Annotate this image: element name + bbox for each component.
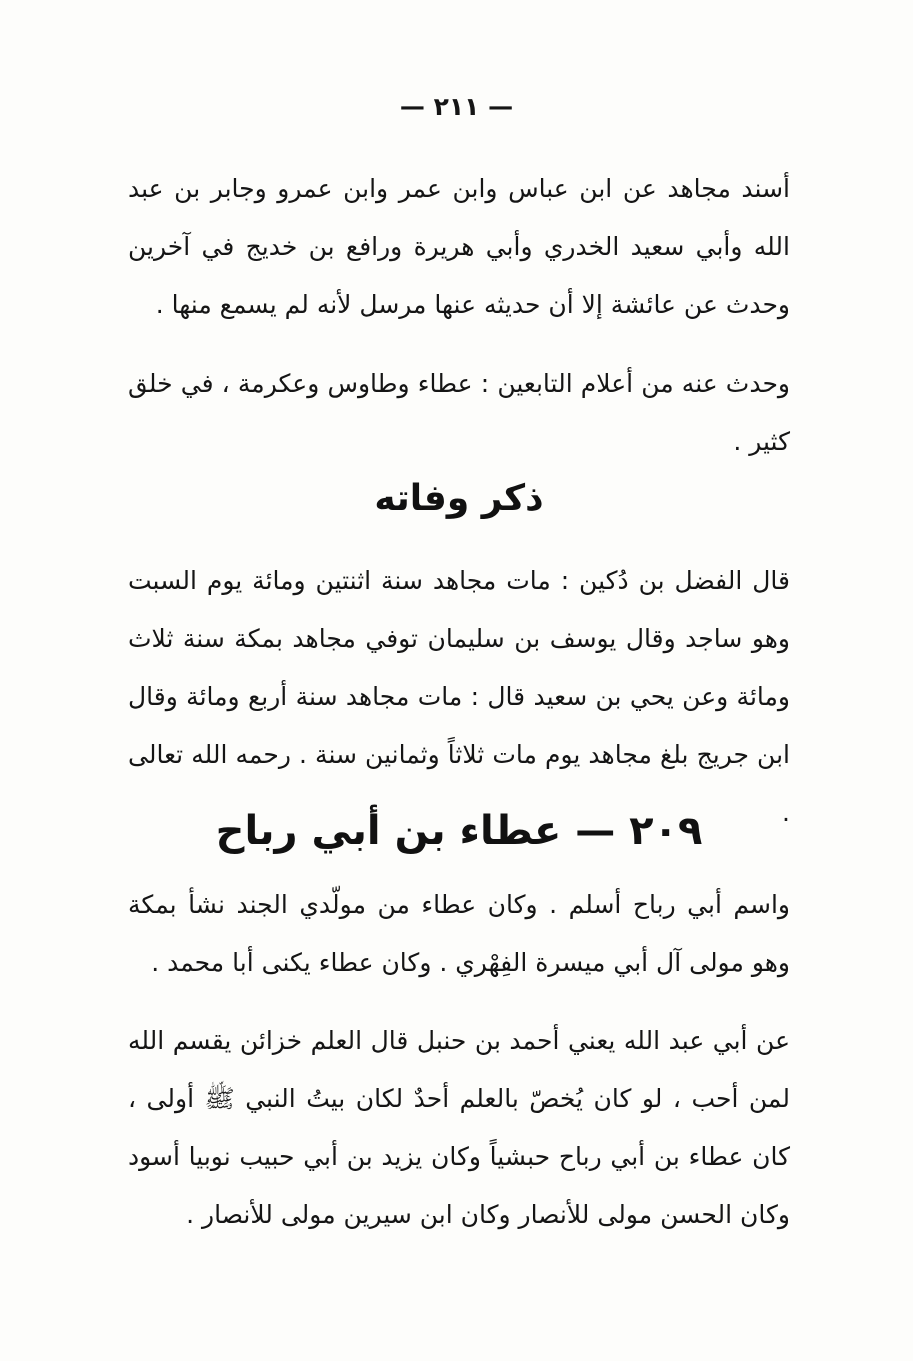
paragraph-death-accounts: قال الفضل بن دُكين : مات مجاهد سنة اثنتين ومائة يوم السبت وهو ساجد وقال يوسف بن سليمان توفي مجاهد بمكة سنة ثلاث ومائة وعن يحي بن سعيد قال : مات مجاهد سنة أربع ومائة وقال ابن جريج بلغ مجاهد يوم مات ثلاثاً وثمانين سنة . رحمه الله تعالى . [128,566,790,827]
paragraph-students: وحدث عنه من أعلام التابعين : عطاء وطاوس وعكرمة ، في خلق كثير . [128,369,790,456]
page-number: — ٢١١ — [399,92,514,121]
paragraph-ata-lineage: واسم أبي رباح أسلم . وكان عطاء من مولّدي الجند نشأ بمكة وهو مولى آل أبي ميسرة الفِهْري . وكان عطاء يكنى أبا محمد . [128,890,790,977]
section-heading-death: ذكر وفاته [374,478,544,519]
entry-heading-ata: ٢٠٩ — عطاء بن أبي رباح [215,808,703,854]
paragraph-ahmad-quote: عن أبي عبد الله يعني أحمد بن حنبل قال العلم خزائن يقسم الله لمن أحب ، لو كان يُخصّ بالعلم أحدٌ لكان بيتُ النبي ﷺ أولى ، كان عطاء بن أبي رباح حبشياً وكان يزيد بن أبي حبيب نوبيا أسود وكان الحسن مولى للأنصار وكان ابن سيرين مولى للأنصار . [128,1026,790,1229]
paragraph-narrators: أسند مجاهد عن ابن عباس وابن عمر وابن عمرو وجابر بن عبد الله وأبي سعيد الخدري وأبي هريرة ورافع بن خديج في آخرين وحدث عن عائشة إلا أن حديثه عنها مرسل لأنه لم يسمع منها . [128,174,790,319]
